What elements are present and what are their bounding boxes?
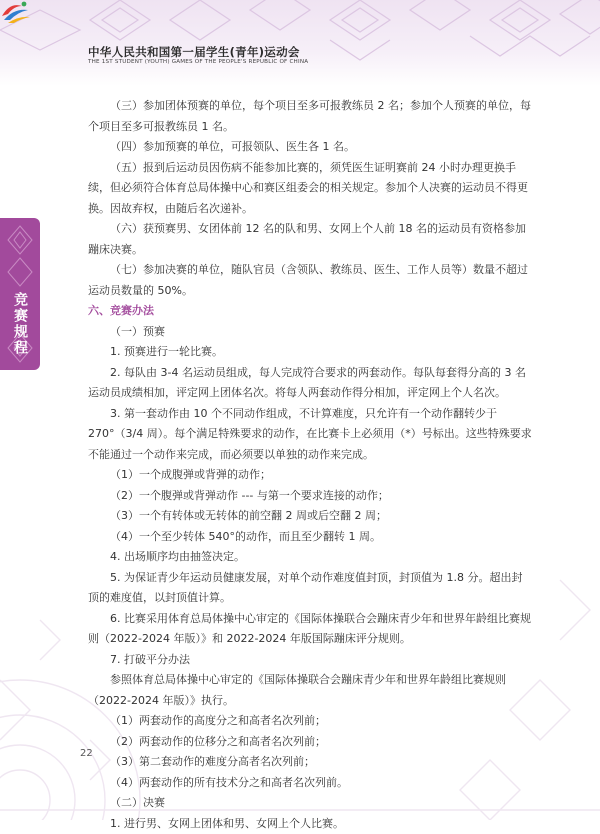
list-item: （2）一个腹弹或背弹动作 --- 与第一个要求连接的动作； bbox=[88, 486, 532, 507]
paragraph: 4. 出场顺序均由抽签决定。 bbox=[88, 547, 532, 568]
paragraph: 5. 为保证青少年运动员健康发展，对单个动作难度值封顶，封顶值为 1.8 分。超出封顶的难度值，以封顶值计算。 bbox=[88, 568, 532, 609]
paragraph: 7. 打破平分办法 bbox=[88, 650, 532, 671]
paragraph: 参照体育总局体操中心审定的《国际体操联合会蹦床青少年和世界年龄组比赛规则（2022-2024 年版）》执行。 bbox=[88, 670, 532, 711]
list-item: （3）第二套动作的难度分高者名次列前； bbox=[88, 752, 532, 773]
paragraph: 1. 进行男、女网上团体和男、女网上个人比赛。 bbox=[88, 814, 532, 834]
side-tab-label: 竞赛规程 bbox=[10, 292, 30, 356]
document-body bbox=[88, 96, 532, 834]
header-pattern-decoration bbox=[0, 0, 600, 86]
list-item: （1）两套动作的高度分之和高者名次列前； bbox=[88, 711, 532, 732]
list-item: （3）一个有转体或无转体的前空翻 2 周或后空翻 2 周； bbox=[88, 506, 532, 527]
games-logo-icon bbox=[0, 0, 32, 24]
list-item: （4）一个至少转体 540°的动作，而且至少翻转 1 周。 bbox=[88, 527, 532, 548]
paragraph: 6. 比赛采用体育总局体操中心审定的《国际体操联合会蹦床青少年和世界年龄组比赛规则（2022-2024 年版）》和 2022-2024 年版国际蹦床评分规则。 bbox=[88, 609, 532, 650]
paragraph: （六）获预赛男、女团体前 12 名的队和男、女网上个人前 18 名的运动员有资格参加蹦床决赛。 bbox=[88, 219, 532, 260]
list-item: （1）一个成腹弹或背弹的动作； bbox=[88, 465, 532, 486]
paragraph: （五）报到后运动员因伤病不能参加比赛的，须凭医生证明赛前 24 小时办理更换手续，但必须符合体育总局体操中心和赛区组委会的相关规定。参加个人决赛的运动员不得更换。因故弃权，由随后名次递补。 bbox=[88, 158, 532, 220]
subsection-heading: （二）决赛 bbox=[88, 793, 532, 814]
paragraph: （七）参加决赛的单位，随队官员（含领队、教练员、医生、工作人员等）数量不超过运动员数量的 50%。 bbox=[88, 260, 532, 301]
paragraph: 1. 预赛进行一轮比赛。 bbox=[88, 342, 532, 363]
list-item: （2）两套动作的位移分之和高者名次列前； bbox=[88, 732, 532, 753]
side-section-tab bbox=[0, 218, 40, 370]
paragraph: 3. 第一套动作由 10 个不同动作组成，不计算难度，只允许有一个动作翻转少于 270°（3/4 周）。每个满足特殊要求的动作，在比赛卡上必须用（*）号标出。这些特殊要求不能通过一个动作来完成，而必须要以单独的动作来完成。 bbox=[88, 404, 532, 466]
list-item: （4）两套动作的所有技术分之和高者名次列前。 bbox=[88, 773, 532, 794]
page-number: 22 bbox=[80, 748, 93, 759]
games-subtitle: THE 1ST STUDENT (YOUTH) GAMES OF THE PEOPLE'S REPUBLIC OF CHINA bbox=[88, 59, 308, 65]
paragraph: （三）参加团体预赛的单位，每个项目至多可报教练员 2 名；参加个人预赛的单位，每个项目至多可报教练员 1 名。 bbox=[88, 96, 532, 137]
games-title: 中华人民共和国第一届学生(青年)运动会 bbox=[88, 44, 300, 60]
section-heading: 六、竞赛办法 bbox=[88, 301, 532, 322]
header-banner bbox=[0, 0, 600, 86]
paragraph: 2. 每队由 3-4 名运动员组成，每人完成符合要求的两套动作。每队每套得分高的 3 名运动员成绩相加，评定网上团体名次。将每人两套动作得分相加，评定网上个人名次。 bbox=[88, 363, 532, 404]
paragraph: （四）参加预赛的单位，可报领队、医生各 1 名。 bbox=[88, 137, 532, 158]
subsection-heading: （一）预赛 bbox=[88, 322, 532, 343]
